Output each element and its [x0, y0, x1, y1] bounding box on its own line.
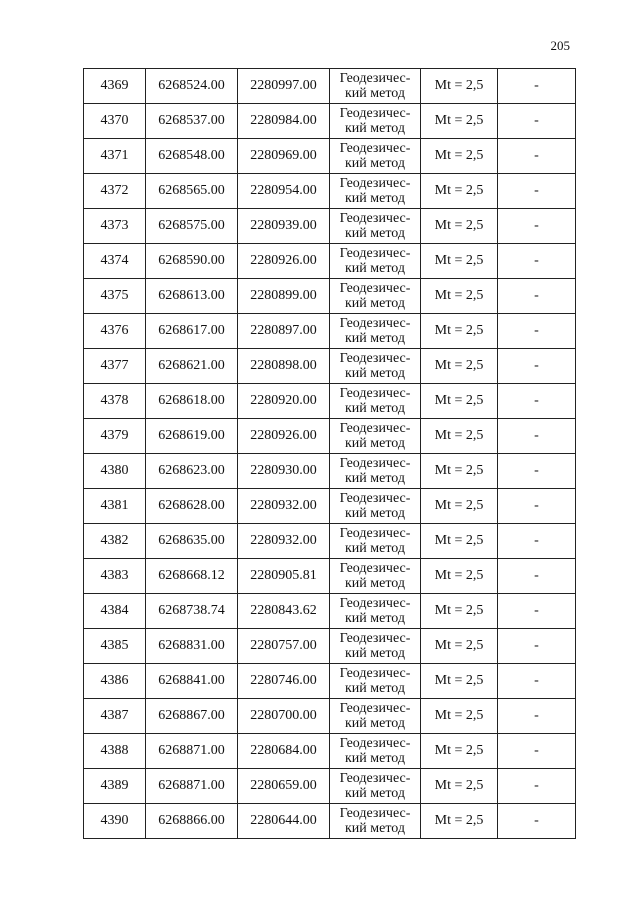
accuracy-cell: Mt = 2,5 — [421, 384, 498, 419]
accuracy-cell: Mt = 2,5 — [421, 69, 498, 104]
accuracy-cell: Mt = 2,5 — [421, 769, 498, 804]
x-coordinate-cell: 6268866.00 — [146, 804, 238, 839]
table-row — [84, 594, 576, 629]
point-number-cell: 4384 — [84, 594, 146, 629]
x-coordinate-cell: 6268867.00 — [146, 699, 238, 734]
note-cell: - — [498, 384, 576, 419]
note-cell: - — [498, 664, 576, 699]
x-coordinate-cell: 6268617.00 — [146, 314, 238, 349]
x-coordinate-cell: 6268613.00 — [146, 279, 238, 314]
point-number-cell: 4387 — [84, 699, 146, 734]
accuracy-cell: Mt = 2,5 — [421, 209, 498, 244]
method-text-line: Геодезичес- — [339, 701, 411, 716]
accuracy-cell: Mt = 2,5 — [421, 594, 498, 629]
method-text-line: Геодезичес- — [339, 211, 411, 226]
accuracy-cell: Mt = 2,5 — [421, 559, 498, 594]
x-coordinate-cell: 6268668.12 — [146, 559, 238, 594]
method-text-line: кий метод — [344, 576, 405, 591]
y-coordinate-cell: 2280897.00 — [238, 314, 330, 349]
method-cell — [330, 559, 421, 594]
y-coordinate-cell: 2280932.00 — [238, 489, 330, 524]
x-coordinate-cell: 6268621.00 — [146, 349, 238, 384]
point-number-cell: 4375 — [84, 279, 146, 314]
point-number-cell: 4378 — [84, 384, 146, 419]
table-row — [84, 314, 576, 349]
accuracy-cell: Mt = 2,5 — [421, 524, 498, 559]
y-coordinate-cell: 2280984.00 — [238, 104, 330, 139]
point-number-cell: 4377 — [84, 349, 146, 384]
x-coordinate-cell: 6268548.00 — [146, 139, 238, 174]
note-cell: - — [498, 174, 576, 209]
method-cell — [330, 104, 421, 139]
accuracy-cell: Mt = 2,5 — [421, 244, 498, 279]
x-coordinate-cell: 6268575.00 — [146, 209, 238, 244]
method-text-line: кий метод — [344, 261, 405, 276]
y-coordinate-cell: 2280926.00 — [238, 244, 330, 279]
accuracy-cell: Mt = 2,5 — [421, 419, 498, 454]
y-coordinate-cell: 2280926.00 — [238, 419, 330, 454]
note-cell: - — [498, 104, 576, 139]
method-text-line: Геодезичес- — [339, 106, 411, 121]
y-coordinate-cell: 2280997.00 — [238, 69, 330, 104]
note-cell: - — [498, 314, 576, 349]
x-coordinate-cell: 6268565.00 — [146, 174, 238, 209]
method-text-line: Геодезичес- — [339, 281, 411, 296]
method-text-line: Геодезичес- — [339, 141, 411, 156]
method-text-line: Геодезичес- — [339, 561, 411, 576]
method-text-line: кий метод — [344, 401, 405, 416]
method-cell — [330, 629, 421, 664]
y-coordinate-cell: 2280939.00 — [238, 209, 330, 244]
method-text-line: Геодезичес- — [339, 421, 411, 436]
point-number-cell: 4385 — [84, 629, 146, 664]
table-row — [84, 104, 576, 139]
method-text-line: кий метод — [344, 471, 405, 486]
point-number-cell: 4381 — [84, 489, 146, 524]
point-number-cell: 4373 — [84, 209, 146, 244]
method-cell — [330, 209, 421, 244]
method-cell — [330, 69, 421, 104]
accuracy-cell: Mt = 2,5 — [421, 699, 498, 734]
method-text-line: кий метод — [344, 331, 405, 346]
note-cell: - — [498, 139, 576, 174]
method-text-line: кий метод — [344, 646, 405, 661]
point-number-cell: 4382 — [84, 524, 146, 559]
method-cell — [330, 804, 421, 839]
method-cell — [330, 419, 421, 454]
accuracy-cell: Mt = 2,5 — [421, 349, 498, 384]
y-coordinate-cell: 2280746.00 — [238, 664, 330, 699]
y-coordinate-cell: 2280700.00 — [238, 699, 330, 734]
table-row — [84, 489, 576, 524]
table-row — [84, 69, 576, 104]
method-text-line: кий метод — [344, 681, 405, 696]
x-coordinate-cell: 6268524.00 — [146, 69, 238, 104]
method-cell — [330, 699, 421, 734]
method-text-line: Геодезичес- — [339, 246, 411, 261]
method-cell — [330, 384, 421, 419]
point-number-cell: 4389 — [84, 769, 146, 804]
x-coordinate-cell: 6268537.00 — [146, 104, 238, 139]
note-cell: - — [498, 734, 576, 769]
table-row — [84, 699, 576, 734]
note-cell: - — [498, 559, 576, 594]
table-row — [84, 454, 576, 489]
method-text-line: кий метод — [344, 296, 405, 311]
method-text-line: Геодезичес- — [339, 491, 411, 506]
coordinates-table — [83, 68, 576, 839]
x-coordinate-cell: 6268635.00 — [146, 524, 238, 559]
y-coordinate-cell: 2280898.00 — [238, 349, 330, 384]
method-text-line: Геодезичес- — [339, 176, 411, 191]
method-text-line: кий метод — [344, 541, 405, 556]
accuracy-cell: Mt = 2,5 — [421, 454, 498, 489]
table-row — [84, 524, 576, 559]
method-cell — [330, 314, 421, 349]
x-coordinate-cell: 6268619.00 — [146, 419, 238, 454]
method-text-line: Геодезичес- — [339, 631, 411, 646]
accuracy-cell: Mt = 2,5 — [421, 279, 498, 314]
note-cell: - — [498, 69, 576, 104]
y-coordinate-cell: 2280905.81 — [238, 559, 330, 594]
table-row — [84, 139, 576, 174]
y-coordinate-cell: 2280920.00 — [238, 384, 330, 419]
y-coordinate-cell: 2280684.00 — [238, 734, 330, 769]
method-text-line: Геодезичес- — [339, 386, 411, 401]
method-text-line: Геодезичес- — [339, 736, 411, 751]
accuracy-cell: Mt = 2,5 — [421, 664, 498, 699]
method-text-line: Геодезичес- — [339, 771, 411, 786]
point-number-cell: 4374 — [84, 244, 146, 279]
method-text-line: Геодезичес- — [339, 596, 411, 611]
table-row — [84, 174, 576, 209]
method-cell — [330, 664, 421, 699]
x-coordinate-cell: 6268831.00 — [146, 629, 238, 664]
note-cell: - — [498, 629, 576, 664]
table-row — [84, 419, 576, 454]
note-cell: - — [498, 594, 576, 629]
table-row — [84, 734, 576, 769]
point-number-cell: 4370 — [84, 104, 146, 139]
accuracy-cell: Mt = 2,5 — [421, 174, 498, 209]
table-row — [84, 804, 576, 839]
coordinates-table-body — [84, 69, 576, 839]
method-text-line: кий метод — [344, 611, 405, 626]
method-cell — [330, 454, 421, 489]
note-cell: - — [498, 454, 576, 489]
y-coordinate-cell: 2280954.00 — [238, 174, 330, 209]
accuracy-cell: Mt = 2,5 — [421, 734, 498, 769]
accuracy-cell: Mt = 2,5 — [421, 489, 498, 524]
table-row — [84, 244, 576, 279]
y-coordinate-cell: 2280843.62 — [238, 594, 330, 629]
table-row — [84, 664, 576, 699]
method-cell — [330, 279, 421, 314]
method-text-line: кий метод — [344, 226, 405, 241]
y-coordinate-cell: 2280969.00 — [238, 139, 330, 174]
method-cell — [330, 524, 421, 559]
accuracy-cell: Mt = 2,5 — [421, 314, 498, 349]
method-cell — [330, 769, 421, 804]
point-number-cell: 4388 — [84, 734, 146, 769]
note-cell: - — [498, 699, 576, 734]
point-number-cell: 4379 — [84, 419, 146, 454]
y-coordinate-cell: 2280930.00 — [238, 454, 330, 489]
method-text-line: Геодезичес- — [339, 351, 411, 366]
x-coordinate-cell: 6268871.00 — [146, 769, 238, 804]
method-text-line: кий метод — [344, 716, 405, 731]
method-text-line: Геодезичес- — [339, 806, 411, 821]
point-number-cell: 4376 — [84, 314, 146, 349]
note-cell: - — [498, 209, 576, 244]
method-text-line: Геодезичес- — [339, 71, 411, 86]
point-number-cell: 4372 — [84, 174, 146, 209]
point-number-cell: 4380 — [84, 454, 146, 489]
note-cell: - — [498, 419, 576, 454]
note-cell: - — [498, 489, 576, 524]
note-cell: - — [498, 804, 576, 839]
method-text-line: кий метод — [344, 786, 405, 801]
method-text-line: кий метод — [344, 366, 405, 381]
point-number-cell: 4390 — [84, 804, 146, 839]
table-row — [84, 349, 576, 384]
method-text-line: Геодезичес- — [339, 666, 411, 681]
method-cell — [330, 139, 421, 174]
method-text-line: Геодезичес- — [339, 526, 411, 541]
method-cell — [330, 594, 421, 629]
accuracy-cell: Mt = 2,5 — [421, 629, 498, 664]
method-cell — [330, 734, 421, 769]
table-row — [84, 279, 576, 314]
method-text-line: Геодезичес- — [339, 316, 411, 331]
method-text-line: кий метод — [344, 506, 405, 521]
note-cell: - — [498, 769, 576, 804]
method-text-line: кий метод — [344, 191, 405, 206]
y-coordinate-cell: 2280899.00 — [238, 279, 330, 314]
point-number-cell: 4369 — [84, 69, 146, 104]
method-text-line: кий метод — [344, 121, 405, 136]
y-coordinate-cell: 2280644.00 — [238, 804, 330, 839]
accuracy-cell: Mt = 2,5 — [421, 139, 498, 174]
table-row — [84, 209, 576, 244]
method-cell — [330, 174, 421, 209]
x-coordinate-cell: 6268618.00 — [146, 384, 238, 419]
note-cell: - — [498, 524, 576, 559]
note-cell: - — [498, 349, 576, 384]
table-row — [84, 384, 576, 419]
method-text-line: Геодезичес- — [339, 456, 411, 471]
note-cell: - — [498, 244, 576, 279]
method-text-line: кий метод — [344, 436, 405, 451]
point-number-cell: 4386 — [84, 664, 146, 699]
x-coordinate-cell: 6268628.00 — [146, 489, 238, 524]
x-coordinate-cell: 6268590.00 — [146, 244, 238, 279]
note-cell: - — [498, 279, 576, 314]
y-coordinate-cell: 2280757.00 — [238, 629, 330, 664]
x-coordinate-cell: 6268871.00 — [146, 734, 238, 769]
x-coordinate-cell: 6268738.74 — [146, 594, 238, 629]
method-cell — [330, 244, 421, 279]
page-number: 205 — [550, 38, 570, 53]
method-cell — [330, 349, 421, 384]
table-row — [84, 769, 576, 804]
table-row — [84, 559, 576, 594]
method-text-line: кий метод — [344, 821, 405, 836]
point-number-cell: 4383 — [84, 559, 146, 594]
method-cell — [330, 489, 421, 524]
method-text-line: кий метод — [344, 86, 405, 101]
x-coordinate-cell: 6268623.00 — [146, 454, 238, 489]
method-text-line: кий метод — [344, 156, 405, 171]
accuracy-cell: Mt = 2,5 — [421, 804, 498, 839]
y-coordinate-cell: 2280659.00 — [238, 769, 330, 804]
accuracy-cell: Mt = 2,5 — [421, 104, 498, 139]
point-number-cell: 4371 — [84, 139, 146, 174]
x-coordinate-cell: 6268841.00 — [146, 664, 238, 699]
method-text-line: кий метод — [344, 751, 405, 766]
y-coordinate-cell: 2280932.00 — [238, 524, 330, 559]
table-row — [84, 629, 576, 664]
